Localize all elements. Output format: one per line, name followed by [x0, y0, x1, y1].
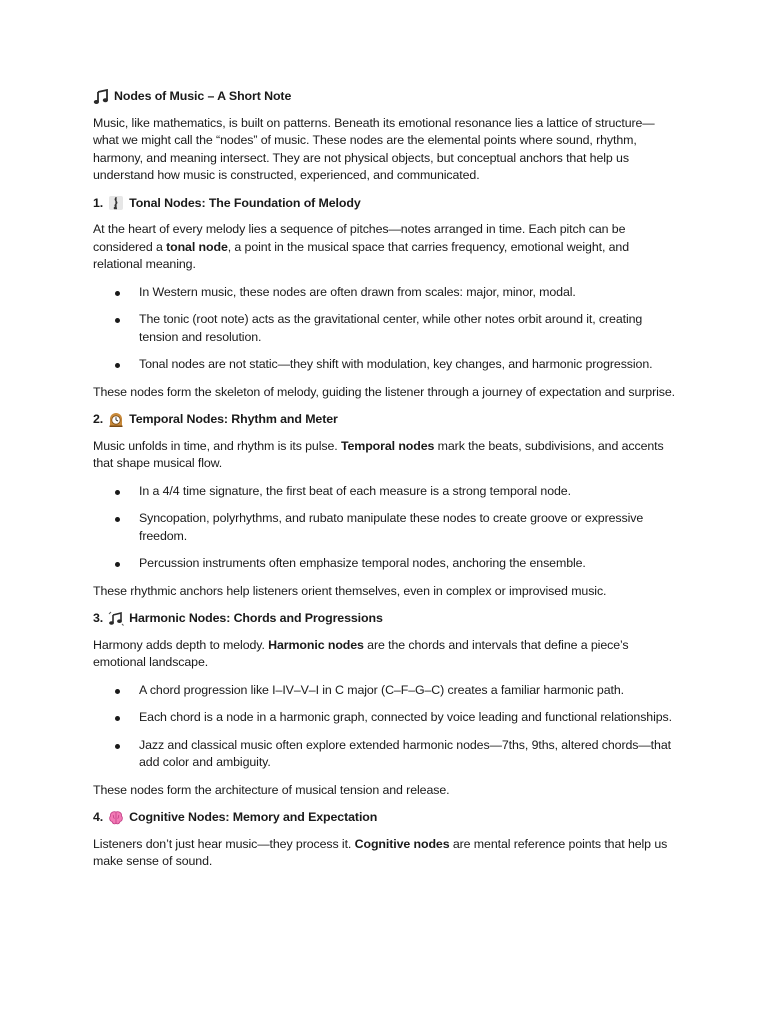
paragraph-text: are the chords and intervals that define a piece’s emotional landscape. [93, 637, 629, 669]
bullet-list [93, 284, 678, 374]
bullet-list [93, 682, 678, 772]
bullet-icon [115, 562, 120, 567]
section-title: Harmonic Nodes: Chords and Progressions [129, 611, 383, 625]
list-item-text: In Western music, these nodes are often drawn from scales: major, minor, modal. [139, 284, 576, 299]
paragraph-text: Listeners don’t just hear music—they process it. [93, 836, 355, 851]
paragraph-text: , a point in the musical space that carries frequency, emotional weight, and relational meaning. [93, 239, 630, 271]
bullet-icon [115, 689, 120, 694]
bold-term: Temporal nodes [340, 438, 435, 453]
intro-paragraph: Music, like mathematics, is built on patterns. Beneath its emotional resonance lies a lattice of structure—what we might call the “nodes” of music. These nodes are the elemental points where sound, rhythm, harmony, and meaning intersect. They are not physical objects, but conceptual anchors that help us understand how music is constructed, experienced, and communicated. [93, 115, 655, 182]
section-title: Tonal Nodes: The Foundation of Melody [129, 195, 361, 210]
list-item [93, 682, 678, 700]
list-item-text: In a 4/4 time signature, the first beat of each measure is a strong temporal node. [139, 483, 571, 498]
section-title: Cognitive Nodes: Memory and Expectation [129, 810, 378, 824]
section-number: 2. [93, 412, 104, 426]
bold-term: Cognitive nodes [354, 836, 450, 851]
bullet-icon [115, 517, 120, 522]
musical-note-icon [93, 89, 109, 105]
document-title-text: Nodes of Music – A Short Note [114, 89, 292, 103]
paragraph-text: mark the beats, subdivisions, and accents that shape musical flow. [93, 438, 664, 470]
section-heading-tonal [93, 195, 678, 213]
list-item-text: The tonic (root note) acts as the gravitational center, while other notes orbit around it, creating tension and resolution. [139, 312, 643, 344]
document-title [93, 88, 678, 106]
list-item [93, 709, 678, 727]
list-item [93, 510, 678, 545]
section-heading-harmonic [93, 610, 678, 628]
mantel-clock-icon [108, 412, 124, 428]
list-item-text: Syncopation, polyrhythms, and rubato manipulate these nodes to create groove or expressive freedom. [139, 511, 644, 543]
bullet-icon [115, 318, 120, 323]
list-item [93, 284, 678, 302]
section-paragraph [93, 836, 678, 871]
bullet-icon [115, 716, 120, 721]
paragraph-text: At the heart of every melody lies a sequence of pitches—notes arranged in time. Each pitch can be considered a [93, 222, 626, 254]
list-item [93, 483, 678, 501]
list-item-text: Percussion instruments often emphasize temporal nodes, anchoring the ensemble. [139, 556, 586, 570]
bullet-icon [115, 744, 120, 749]
section-paragraph [93, 221, 678, 274]
section-paragraph [93, 637, 678, 672]
section-title: Temporal Nodes: Rhythm and Meter [129, 412, 338, 426]
list-item-text: Each chord is a node in a harmonic graph, connected by voice leading and functional relationships. [139, 710, 672, 724]
paragraph-text: Music unfolds in time, and rhythm is its pulse. [93, 438, 341, 453]
violin-icon [108, 195, 124, 211]
section-number: 4. [93, 810, 104, 824]
section-number: 1. [93, 195, 104, 210]
bullet-icon [115, 490, 120, 495]
paragraph-text: Harmony adds depth to melody. [93, 637, 269, 652]
brain-icon [108, 810, 124, 826]
section-heading-temporal [93, 411, 678, 429]
list-item-text: Tonal nodes are not static—they shift with modulation, key changes, and harmonic progression. [139, 357, 653, 371]
list-item [93, 555, 678, 573]
bold-term: Harmonic nodes [268, 637, 364, 652]
bullet-icon [115, 363, 120, 368]
musical-notes-icon [108, 611, 124, 627]
list-item [93, 356, 678, 374]
section-closing: These rhythmic anchors help listeners orient themselves, even in complex or improvised music. [93, 583, 607, 598]
list-item [93, 311, 678, 346]
list-item-text: A chord progression like I–IV–V–I in C major (C–F–G–C) creates a familiar harmonic path. [139, 682, 624, 697]
section-heading-cognitive [93, 809, 678, 827]
section-closing: These nodes form the skeleton of melody, guiding the listener through a journey of expectation and surprise. [93, 384, 676, 399]
section-number: 3. [93, 611, 104, 625]
document-page [93, 88, 678, 881]
bullet-list [93, 483, 678, 573]
bold-term: tonal node [166, 239, 228, 254]
section-paragraph [93, 438, 678, 473]
section-closing: These nodes form the architecture of musical tension and release. [93, 782, 450, 797]
list-item [93, 737, 678, 772]
list-item-text: Jazz and classical music often explore extended harmonic nodes—7ths, 9ths, altered chords—that add color and ambiguity. [139, 737, 671, 769]
bullet-icon [115, 291, 120, 296]
paragraph-text: are mental reference points that help us make sense of sound. [93, 836, 668, 868]
